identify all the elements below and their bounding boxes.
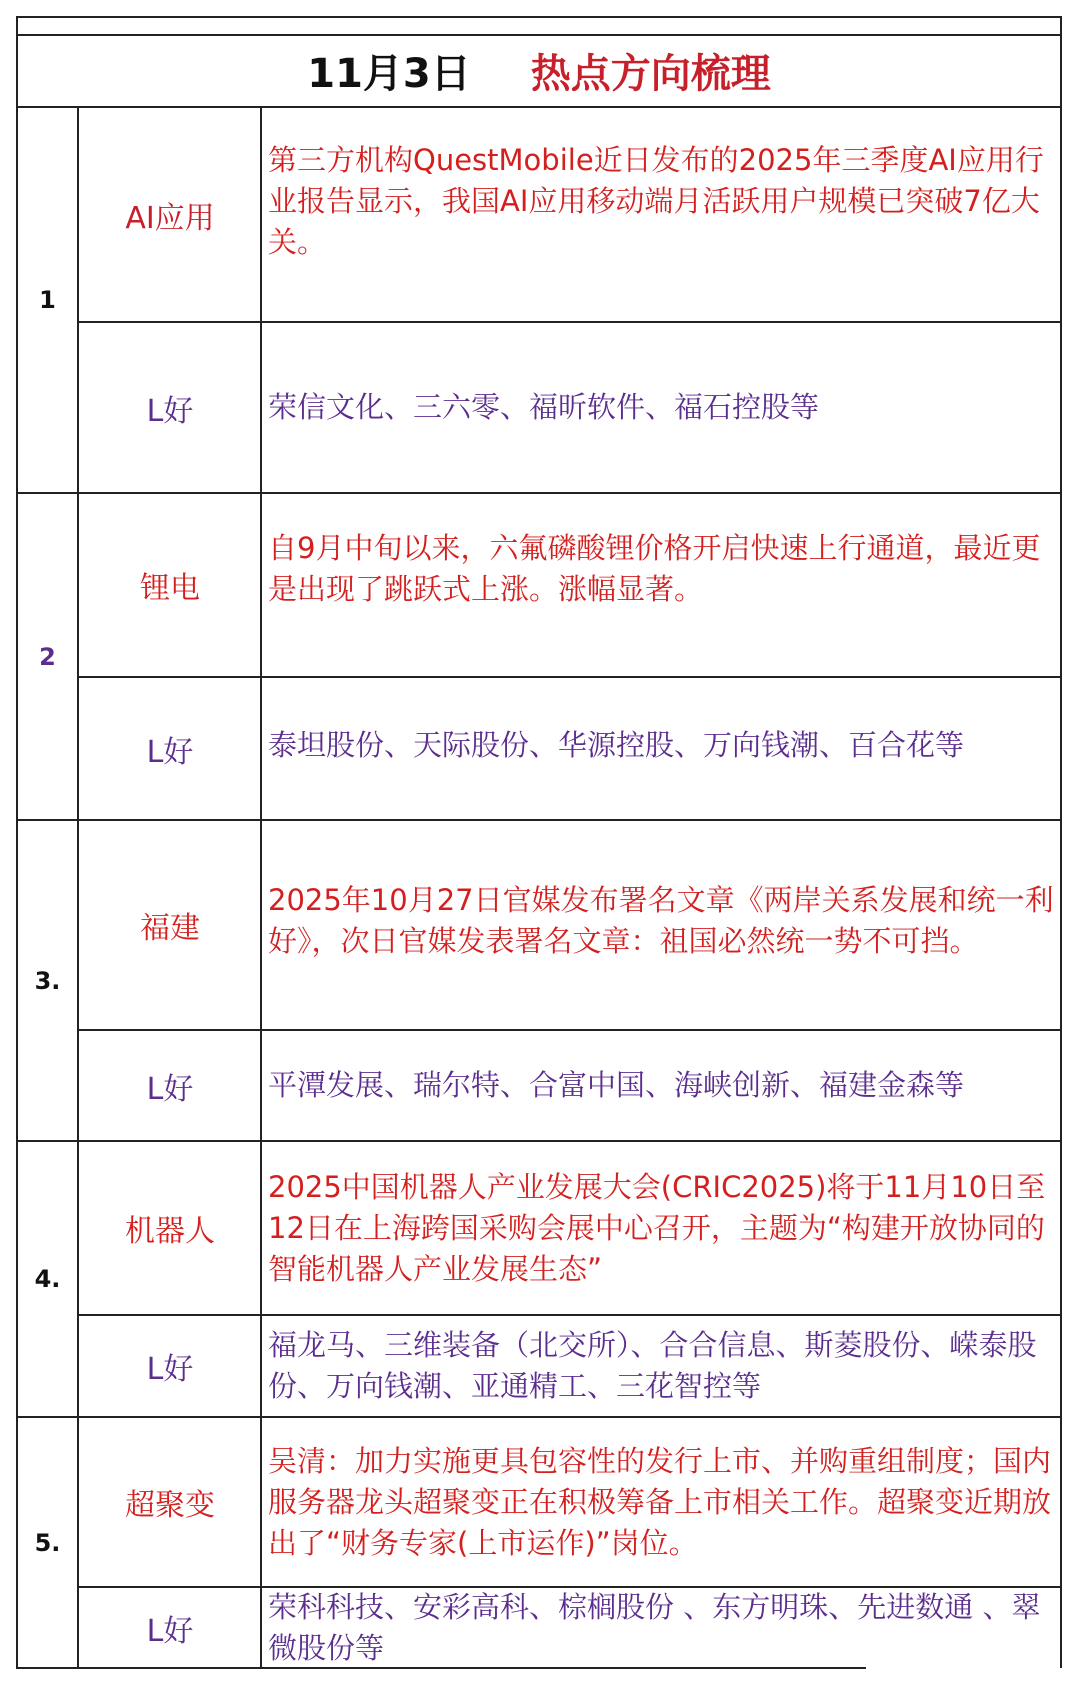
title-date: 11月3日 bbox=[307, 51, 471, 97]
section-category: AI应用 bbox=[125, 200, 215, 236]
section-category: 机器人 bbox=[125, 1214, 215, 1249]
benefit-stocks: 福龙马、三维装备（北交所）、合合信息、斯菱股份、嵘泰股份、万向钱潮、亚通精工、三花智控等 bbox=[268, 1328, 1037, 1403]
section-news: 吴清：加力实施更具包容性的发行上市、并购重组制度；国内服务器龙头超聚变正在积极筹备上市相关工作。超聚变近期放出了“财务专家(上市运作)”岗位。 bbox=[268, 1443, 1052, 1560]
benefit-label: L好 bbox=[146, 734, 194, 770]
section-number: 1 bbox=[39, 286, 56, 314]
benefit-label: L好 bbox=[146, 1071, 194, 1107]
section-news: 2025年10月27日官媒发布署名文章《两岸关系发展和统一利好》，次日官媒发表署名文章：祖国必然统一势不可挡。 bbox=[268, 883, 1054, 958]
section-number: 3. bbox=[34, 966, 61, 995]
title-text: 热点方向梳理 bbox=[530, 51, 771, 97]
section-category: 锂电 bbox=[140, 571, 200, 606]
section-number: 4. bbox=[34, 1265, 61, 1293]
benefit-stocks: 平潭发展、瑞尔特、合富中国、海峡创新、福建金森等 bbox=[268, 1068, 965, 1102]
section-category: 福建 bbox=[140, 911, 200, 946]
benefit-label: L好 bbox=[146, 1614, 194, 1649]
benefit-label: L好 bbox=[146, 393, 194, 429]
section-number: 2 bbox=[39, 642, 56, 671]
section-news: 2025中国机器人产业发展大会(CRIC2025)将于11月10日至12日在上海跨国采购会展中心召开，主题为“构建开放协同的智能机器人产业发展生态” bbox=[268, 1169, 1046, 1286]
benefit-label: L好 bbox=[146, 1352, 194, 1387]
section-category: 超聚变 bbox=[125, 1488, 215, 1523]
benefit-stocks: 荣信文化、三六零、福昕软件、福石控股等 bbox=[268, 390, 820, 424]
benefit-stocks: 泰坦股份、天际股份、华源控股、万向钱潮、百合花等 bbox=[268, 728, 965, 762]
section-news: 自9月中旬以来，六氟磷酸锂价格开启快速上行通道，最近更是出现了跳跃式上涨。涨幅显著。 bbox=[268, 531, 1041, 606]
benefit-stocks: 荣科科技、安彩高科、棕榈股份 、东方明珠、先进数通 、翠微股份等 bbox=[268, 1590, 1041, 1665]
section-news: 第三方机构QuestMobile近日发布的2025年三季度AI应用行业报告显示，我国AI应用移动端月活跃用户规模已突破7亿大关。 bbox=[268, 143, 1044, 259]
page-title bbox=[16, 34, 1062, 107]
section-number: 5. bbox=[34, 1529, 61, 1557]
